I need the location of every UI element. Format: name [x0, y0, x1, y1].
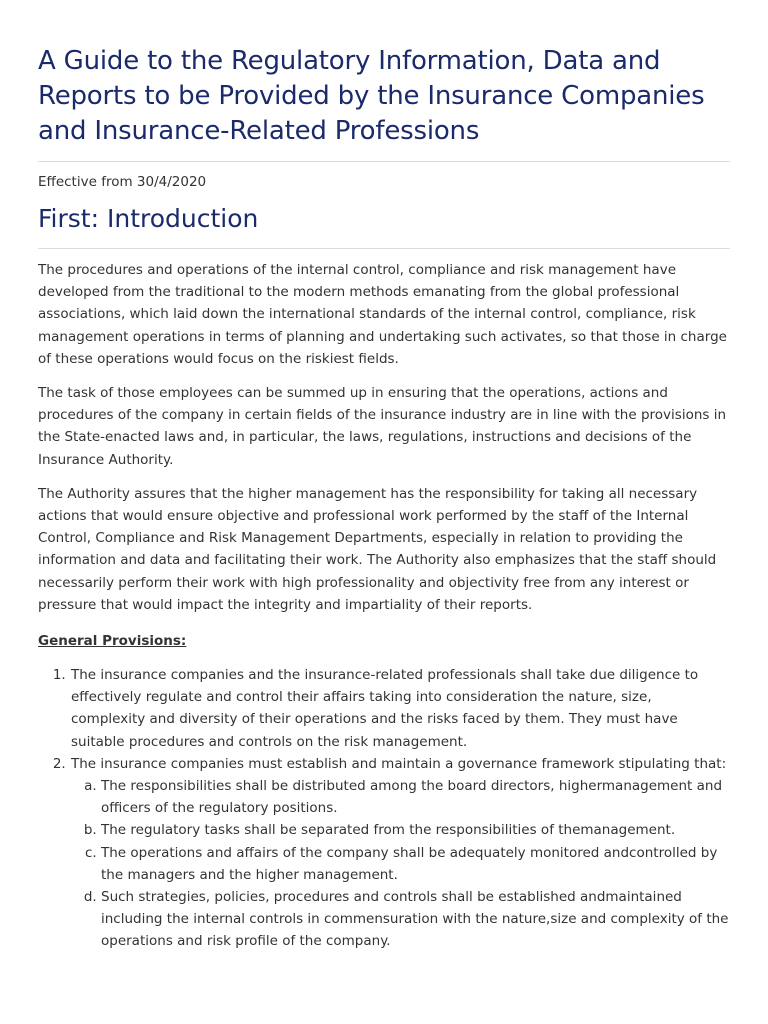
section-divider — [38, 248, 730, 249]
provision-item-2-text: The insurance companies must establish and maintain a governance framework stipulating that: — [71, 755, 727, 772]
sub-provision-a: a. The responsibilities shall be distributed among the board directors, highermanagement and officers of the regulatory positions. — [101, 775, 730, 819]
document-title: A Guide to the Regulatory Information, Data and Reports to be Provided by the Insurance Companies and Insurance-Related Professions — [38, 46, 705, 146]
title-divider — [38, 161, 730, 162]
intro-paragraph-2: The task of those employees can be summed up in ensuring that the operations, actions and procedures of the company in certain fields of the insurance industry are in line with the provisions in the State-enacted laws and, in particular, the laws, regulations, instructions and decisions of the Insurance Authority. — [38, 385, 727, 468]
provisions-list — [38, 664, 730, 953]
sub-provision-b: b. The regulatory tasks shall be separated from the responsibilities of themanagement. — [101, 819, 730, 841]
provision-item-2 — [70, 753, 730, 953]
effective-date: Effective from 30/4/2020 — [38, 174, 207, 190]
section-heading: First: Introduction — [38, 204, 259, 233]
sub-provision-d: d. Such strategies, policies, procedures and controls shall be established andmaintained including the internal controls in commensuration with the nature,size and complexity of the operations and risk profile of the company. — [101, 886, 730, 953]
sub-provisions-list — [71, 775, 730, 953]
general-provisions-heading: General Provisions: — [38, 633, 187, 650]
intro-paragraph-1: The procedures and operations of the internal control, compliance and risk management have developed from the traditional to the modern methods emanating from the global professional associations, which laid down the international standards of the internal control, compliance, risk management operations in terms of planning and undertaking such activates, so that those in charge of these operations would focus on the riskiest fields. — [38, 262, 727, 367]
intro-paragraph-3: The Authority assures that the higher management has the responsibility for taking all necessary actions that would ensure objective and professional work performed by the staff of the Internal Control, Compliance and Risk Management Departments, especially in relation to providing the information and data and facilitating their work. The Authority also emphasizes that the staff should necessarily perform their work with high professionality and objectivity free from any interest or pressure that would impact the integrity and impartiality of their reports. — [38, 485, 717, 613]
sub-provision-c: c. The operations and affairs of the company shall be adequately monitored andcontrolled by the managers and the higher management. — [101, 842, 730, 886]
provision-item-1: 1. The insurance companies and the insurance-related professionals shall take due diligence to effectively regulate and control their affairs taking into consideration the nature, size, complexity and diversity of their operations and the risks faced by them. They must have suitable procedures and controls on the risk management. — [70, 664, 730, 753]
